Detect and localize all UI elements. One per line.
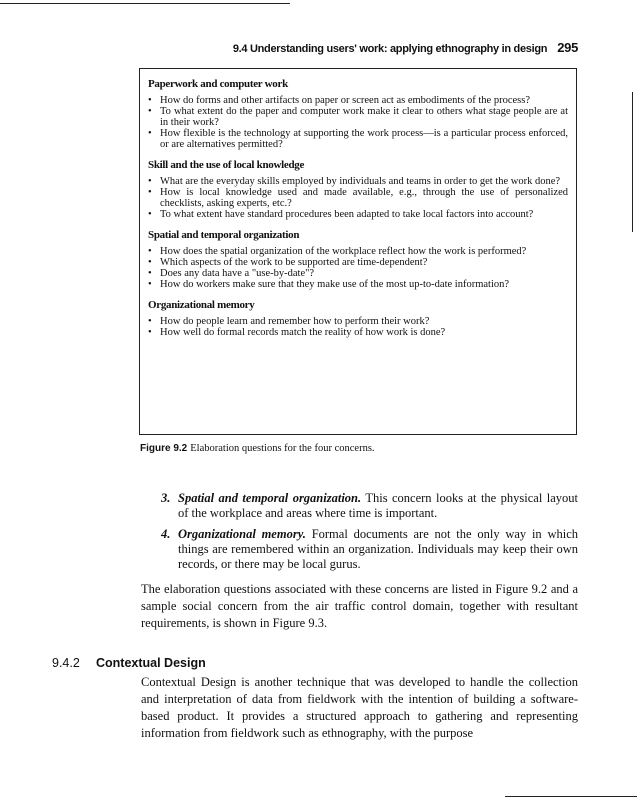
top-rule xyxy=(0,3,290,4)
running-head xyxy=(140,40,578,56)
enum-item xyxy=(161,491,578,521)
margin-rule xyxy=(632,92,633,232)
question-item: • To what extent do the paper and computer work make it clear to others what stage people are at in their work? xyxy=(148,106,568,128)
concern-section xyxy=(148,229,568,290)
question-item: • How do people learn and remember how to perform their work? xyxy=(148,316,568,327)
question-list xyxy=(148,95,568,150)
concern-title: Organizational memory xyxy=(148,299,255,311)
enum-heading: Spatial and temporal organization. xyxy=(178,491,362,505)
concern-title: Skill and the use of local knowledge xyxy=(148,159,305,171)
page-number: 295 xyxy=(557,40,578,55)
question-item: • How does the spatial organization of the workplace reflect how the work is performed? xyxy=(148,246,568,257)
bottom-rule xyxy=(505,796,637,797)
question-list xyxy=(148,316,568,338)
section-heading xyxy=(52,656,452,670)
question-item: • What are the everyday skills employed by individuals and teams in order to get the work done? xyxy=(148,176,568,187)
question-item: • How do workers make sure that they make use of the most up-to-date information? xyxy=(148,279,568,290)
figure-caption xyxy=(140,443,580,454)
caption-text: Elaboration questions for the four concerns. xyxy=(190,443,375,454)
enum-text: This concern looks at the physical layout of the workplace and areas where time is important. xyxy=(178,491,578,520)
concern-section xyxy=(148,78,568,150)
enum-text: Formal documents are not the only way in which things are remembered within an organization. Individuals may keep their own records, or there may be local gurus. xyxy=(178,527,578,571)
question-list xyxy=(148,246,568,290)
figure-9-2-box xyxy=(139,68,577,435)
concern-section xyxy=(148,299,568,338)
section-title: Contextual Design xyxy=(96,656,206,670)
concern-section xyxy=(148,159,568,220)
question-item: • To what extent have standard procedures been adapted to take local factors into account? xyxy=(148,209,568,220)
body-paragraph: The elaboration questions associated with these concerns are listed in Figure 9.2 and a sample social concern from the air traffic control domain, together with resultant requirements, is shown in Figure 9.3. xyxy=(141,582,578,630)
enum-body xyxy=(161,491,578,521)
enum-heading: Organizational memory. xyxy=(178,527,306,541)
enum-body xyxy=(161,527,578,572)
question-list xyxy=(148,176,568,220)
body-paragraph: Contextual Design is another technique that was developed to handle the collection and interpretation of data from fieldwork with the intention of building a software-based product. It provides a structured approach to gathering and representing information from fieldwork such as ethnography, with the purpose xyxy=(141,675,578,740)
question-item: • Which aspects of the work to be supported are time-dependent? xyxy=(148,257,568,268)
question-item: • How do forms and other artifacts on paper or screen act as embodiments of the process? xyxy=(148,95,568,106)
enum-number: 4. xyxy=(161,527,171,541)
concern-title: Paperwork and computer work xyxy=(148,78,288,90)
figure-label: Figure 9.2 xyxy=(140,443,188,454)
question-item: • How is local knowledge used and made available, e.g., through the use of personalized checklists, asking experts, etc.? xyxy=(148,187,568,209)
section-number: 9.4.2 xyxy=(52,656,80,670)
question-item: • How flexible is the technology at supporting the work process—is a particular process enforced, or are alternatives permitted? xyxy=(148,128,568,150)
running-head-title: 9.4 Understanding users' work: applying ethnography in design xyxy=(232,43,548,55)
enum-number: 3. xyxy=(161,491,171,505)
concern-title: Spatial and temporal organization xyxy=(148,229,300,241)
question-item: • Does any data have a "use-by-date"? xyxy=(148,268,568,279)
question-item: • How well do formal records match the reality of how work is done? xyxy=(148,327,568,338)
enum-item xyxy=(161,527,578,572)
